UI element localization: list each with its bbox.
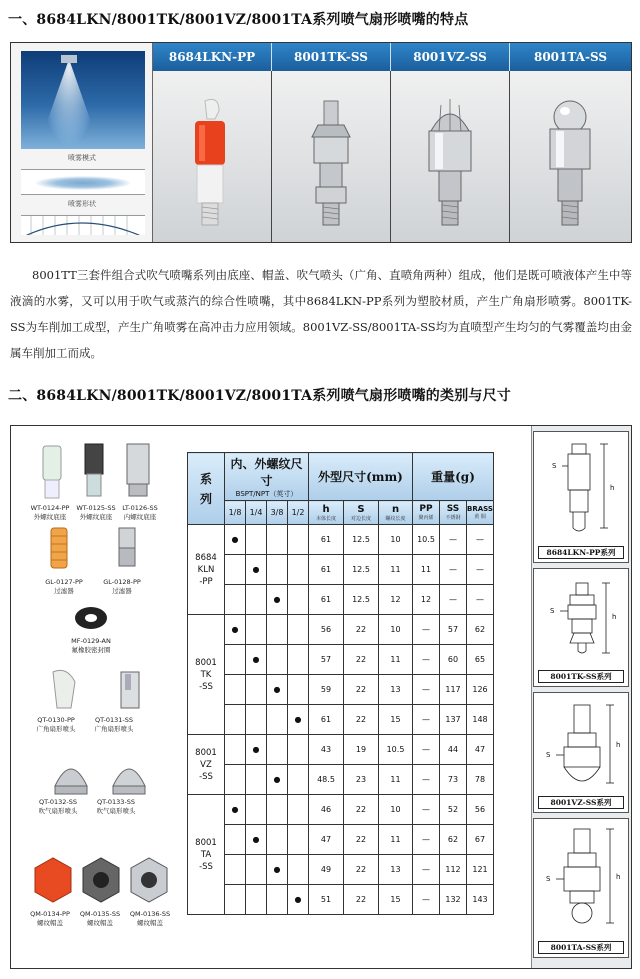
thread-cell: [288, 855, 309, 885]
accessory-label: QT-0130-PP 广角扇形喷头: [36, 716, 76, 733]
thread-cell: [225, 705, 246, 735]
dim-n-header: n 螺纹长度: [379, 501, 413, 525]
thread-size-header: 1/8: [225, 501, 246, 525]
thread-cell: [267, 555, 288, 585]
thread-cell: ●: [267, 855, 288, 885]
thread-cell: [225, 765, 246, 795]
value-cell-pp: —: [413, 765, 440, 795]
value-cell-pp: —: [413, 705, 440, 735]
value-cell-s: 22: [344, 615, 379, 645]
spec-row: [188, 795, 494, 825]
thread-cell: [225, 675, 246, 705]
value-cell-pp: —: [413, 795, 440, 825]
thread-cell: ●: [246, 555, 267, 585]
dim-h-label: h: [616, 873, 621, 881]
accessory-label: WT-0124-PP 外螺纹底座: [30, 504, 70, 521]
thread-cell: [225, 735, 246, 765]
value-cell-pp: —: [413, 885, 440, 915]
section-1-heading: 一、8684LKN/8001TK/8001VZ/8001TA系列喷气扇形喷嘴的特点: [8, 12, 469, 28]
value-cell-n: 10: [379, 795, 413, 825]
thread-cell: [267, 735, 288, 765]
thread-cell: [288, 765, 309, 795]
accessory-label: QM-0134-PP 螺纹帽盖: [30, 910, 70, 927]
thread-cell: ●: [225, 525, 246, 555]
air-fan-tip-parts-image: [33, 756, 163, 796]
thread-cell: [267, 645, 288, 675]
value-cell-s: 12.5: [344, 585, 379, 615]
product-photo-8001ta-ss: [510, 71, 631, 242]
value-cell-h: 46: [309, 795, 344, 825]
thread-cell: [246, 675, 267, 705]
thread-cell: [225, 645, 246, 675]
specs-panel: [10, 425, 632, 969]
weight-brass-header: BRASS 黄 铜: [467, 501, 494, 525]
value-cell-h: 61: [309, 585, 344, 615]
value-cell-h: 47: [309, 825, 344, 855]
spec-row: [188, 705, 494, 735]
spray-pattern-column: [11, 43, 153, 242]
value-cell-brass: —: [467, 555, 494, 585]
nozzle-dimension-drawing-icon: [534, 819, 630, 939]
steel-fan-nozzle-icon: [272, 71, 391, 242]
product-header-8001ta-ss: 8001TA-SS: [510, 43, 631, 71]
spec-row: [188, 615, 494, 645]
thread-header: 内、外螺纹尺寸 BSPT/NPT（英寸）: [225, 453, 309, 501]
accessory-label: QT-0131-SS 广角扇形喷头: [94, 716, 134, 733]
spec-row: [188, 735, 494, 765]
value-cell-n: 15: [379, 705, 413, 735]
accessory-label: WT-0125-SS 外螺纹底座: [76, 504, 116, 521]
dim-h-label: h: [610, 484, 615, 492]
value-cell-h: 51: [309, 885, 344, 915]
nozzle-dimension-drawing-icon: [534, 432, 630, 544]
accessory-label: GL-0128-PP 过滤器: [103, 578, 141, 595]
thread-cell: [246, 855, 267, 885]
value-cell-ss: 137: [440, 705, 467, 735]
value-cell-ss: —: [440, 555, 467, 585]
thread-cell: ●: [246, 825, 267, 855]
intro-paragraph: 8001TT三套件组合式吹气喷嘴系列由底座、帽盖、吹气喷头（广角、直喷角两种）组成，他们是既可喷液体产生中等液滴的水雾，又可以用于吹气或蒸汽的综合性喷嘴，其中8684LKN-PP系列为塑胶材质，产生广角扇形喷雾。8001TK-SS为车削加工成型，产生广角喷雾在高冲击力应用领域。8001VZ-SS/8001TA-SS均为直喷型产生均匀的气雾覆盖均由金属车削加工而成。: [10, 268, 632, 360]
dims-header: 外型尺寸(mm): [309, 453, 413, 501]
dim-s-label: S: [550, 607, 555, 615]
accessory-label: QT-0132-SS 吹气扇形喷头: [38, 798, 78, 815]
value-cell-h: 59: [309, 675, 344, 705]
product-photo-8001vz-ss: [391, 71, 510, 242]
value-cell-ss: 62: [440, 825, 467, 855]
product-photo-8684lkn-pp: [153, 71, 272, 242]
value-cell-brass: 126: [467, 675, 494, 705]
steel-ball-nozzle-icon: [510, 71, 631, 242]
filter-parts-image: [33, 524, 163, 572]
product-header-8684lkn-pp: 8684LKN-PP: [153, 43, 272, 71]
dim-s-header: S 对边长度: [344, 501, 379, 525]
nozzle-dimension-drawing-icon: [534, 569, 630, 669]
value-cell-brass: 47: [467, 735, 494, 765]
nozzle-dimension-drawing-icon: [534, 693, 630, 795]
spray-shape-image: [21, 169, 145, 195]
thread-cell: ●: [246, 735, 267, 765]
value-cell-s: 22: [344, 855, 379, 885]
value-cell-h: 61: [309, 705, 344, 735]
value-cell-n: 11: [379, 555, 413, 585]
section-2-heading: 二、8684LKN/8001TK/8001VZ/8001TA系列喷气扇形喷嘴的类别与尺寸: [8, 388, 511, 404]
product-header-8001vz-ss: 8001VZ-SS: [391, 43, 510, 71]
thread-cell: [246, 885, 267, 915]
orange-plastic-fan-nozzle-icon: [153, 71, 272, 242]
value-cell-s: 22: [344, 825, 379, 855]
thread-cell: [288, 735, 309, 765]
dim-h-label: h: [612, 613, 617, 621]
thread-cell: [288, 675, 309, 705]
diagram-label: 8684LKN-PP系列: [538, 546, 624, 559]
accessory-label: GL-0127-PP 过滤器: [45, 578, 83, 595]
spec-row: [188, 585, 494, 615]
weight-pp-header: PP 聚丙烯: [413, 501, 440, 525]
value-cell-brass: —: [467, 585, 494, 615]
thread-cell: [246, 765, 267, 795]
fan-spray-tip-parts-image: [33, 664, 163, 714]
product-photo-8001tk-ss: [272, 71, 391, 242]
value-cell-brass: 78: [467, 765, 494, 795]
value-cell-s: 22: [344, 705, 379, 735]
value-cell-n: 11: [379, 825, 413, 855]
thread-cell: ●: [267, 675, 288, 705]
value-cell-h: 49: [309, 855, 344, 885]
value-cell-n: 13: [379, 675, 413, 705]
series-cell: 8684 KLN -PP: [188, 525, 225, 615]
value-cell-h: 57: [309, 645, 344, 675]
dim-h-label: h: [616, 741, 621, 749]
value-cell-pp: 10.5: [413, 525, 440, 555]
diagram-label: 8001VZ-SS系列: [538, 796, 624, 809]
thread-cell: [267, 615, 288, 645]
value-cell-ss: 44: [440, 735, 467, 765]
thread-cell: ●: [225, 615, 246, 645]
thread-cell: ●: [288, 705, 309, 735]
value-cell-n: 13: [379, 855, 413, 885]
value-cell-h: 56: [309, 615, 344, 645]
value-cell-n: 15: [379, 885, 413, 915]
thread-cell: [288, 585, 309, 615]
thread-cell: [288, 825, 309, 855]
product-header-8001tk-ss: 8001TK-SS: [272, 43, 391, 71]
thread-cell: [225, 855, 246, 885]
thread-size-header: 1/4: [246, 501, 267, 525]
value-cell-n: 11: [379, 765, 413, 795]
thread-cell: [246, 795, 267, 825]
thread-cell: ●: [225, 795, 246, 825]
value-cell-pp: 11: [413, 555, 440, 585]
spec-row: [188, 855, 494, 885]
value-cell-s: 22: [344, 795, 379, 825]
value-cell-n: 11: [379, 645, 413, 675]
series-cell: 8001 VZ -SS: [188, 735, 225, 795]
value-cell-pp: —: [413, 735, 440, 765]
features-panel: [10, 42, 632, 243]
value-cell-brass: 65: [467, 645, 494, 675]
value-cell-ss: 52: [440, 795, 467, 825]
value-cell-ss: —: [440, 585, 467, 615]
dim-s-label: S: [552, 462, 557, 470]
spec-row: [188, 765, 494, 795]
flow-distribution-image: [21, 215, 145, 235]
value-cell-s: 23: [344, 765, 379, 795]
value-cell-ss: 112: [440, 855, 467, 885]
spec-row: [188, 885, 494, 915]
value-cell-brass: —: [467, 525, 494, 555]
value-cell-ss: 57: [440, 615, 467, 645]
spec-table: [187, 452, 494, 915]
value-cell-ss: —: [440, 525, 467, 555]
value-cell-n: 10: [379, 525, 413, 555]
value-cell-ss: 132: [440, 885, 467, 915]
value-cell-pp: —: [413, 675, 440, 705]
seal-ring-image: [71, 604, 111, 632]
diagram-8684lkn-pp: [533, 431, 629, 563]
diagram-label: 8001TA-SS系列: [538, 941, 624, 954]
thread-cell: ●: [267, 765, 288, 795]
value-cell-h: 43: [309, 735, 344, 765]
accessory-label: QT-0133-SS 吹气扇形喷头: [96, 798, 136, 815]
thread-cell: [225, 825, 246, 855]
diagram-8001vz-ss: [533, 692, 629, 813]
diagram-label: 8001TK-SS系列: [538, 670, 624, 683]
thread-cell: [288, 555, 309, 585]
accessory-label: LT-0126-SS 内螺纹底座: [122, 504, 158, 521]
accessory-label: MF-0129-AN 氟橡胶密封圈: [71, 637, 111, 654]
series-cell: 8001 TK -SS: [188, 615, 225, 735]
thread-cell: [246, 705, 267, 735]
value-cell-ss: 117: [440, 675, 467, 705]
value-cell-s: 12.5: [344, 525, 379, 555]
value-cell-s: 22: [344, 645, 379, 675]
thread-cell: [246, 585, 267, 615]
series-cell: 8001 TA -SS: [188, 795, 225, 915]
accessory-label: QM-0136-SS 螺纹帽盖: [129, 910, 171, 927]
thread-cell: ●: [267, 585, 288, 615]
thread-cell: [288, 795, 309, 825]
thread-cell: [288, 615, 309, 645]
thread-size-header: 1/2: [288, 501, 309, 525]
thread-cell: [225, 885, 246, 915]
value-cell-brass: 67: [467, 825, 494, 855]
spray-shape-caption: 喷雾形状: [68, 200, 96, 208]
value-cell-s: 22: [344, 885, 379, 915]
thread-cell: [225, 585, 246, 615]
thread-size-header: 3/8: [267, 501, 288, 525]
spec-row: [188, 645, 494, 675]
steel-hex-nozzle-icon: [391, 71, 510, 242]
value-cell-pp: —: [413, 825, 440, 855]
spec-row: [188, 825, 494, 855]
value-cell-ss: 60: [440, 645, 467, 675]
thread-cell: [267, 525, 288, 555]
thread-cell: [288, 525, 309, 555]
thread-cell: [246, 525, 267, 555]
spray-mode-caption: 喷雾模式: [68, 154, 96, 162]
value-cell-pp: —: [413, 855, 440, 885]
value-cell-pp: —: [413, 615, 440, 645]
threaded-cap-parts-image: [25, 854, 175, 908]
spec-row: [188, 555, 494, 585]
diagram-8001tk-ss: [533, 568, 629, 687]
diagram-8001ta-ss: [533, 818, 629, 958]
value-cell-s: 22: [344, 675, 379, 705]
value-cell-n: 10: [379, 615, 413, 645]
series-header: 系 列: [188, 453, 225, 525]
accessory-label: QM-0135-SS 螺纹帽盖: [79, 910, 121, 927]
thread-cell: [288, 645, 309, 675]
value-cell-h: 61: [309, 525, 344, 555]
thread-cell: [246, 615, 267, 645]
weight-header: 重量(g): [413, 453, 494, 501]
value-cell-h: 61: [309, 555, 344, 585]
value-cell-brass: 121: [467, 855, 494, 885]
thread-cell: [267, 795, 288, 825]
spec-row: [188, 675, 494, 705]
dim-s-label: S: [546, 875, 551, 883]
thread-cell: [267, 705, 288, 735]
value-cell-pp: 12: [413, 585, 440, 615]
value-cell-brass: 56: [467, 795, 494, 825]
spec-row: [188, 525, 494, 555]
thread-cell: [267, 825, 288, 855]
weight-ss-header: SS 不锈钢: [440, 501, 467, 525]
dim-s-label: S: [546, 751, 551, 759]
spray-mode-image: [21, 51, 145, 149]
dim-h-header: h 本体长度: [309, 501, 344, 525]
value-cell-pp: —: [413, 645, 440, 675]
value-cell-n: 12: [379, 585, 413, 615]
thread-cell: [225, 555, 246, 585]
nozzle-base-parts-image: [33, 440, 163, 502]
spec-table-body: [188, 525, 494, 915]
value-cell-brass: 62: [467, 615, 494, 645]
value-cell-h: 48.5: [309, 765, 344, 795]
thread-cell: ●: [246, 645, 267, 675]
value-cell-brass: 143: [467, 885, 494, 915]
thread-cell: ●: [288, 885, 309, 915]
value-cell-n: 10.5: [379, 735, 413, 765]
value-cell-s: 12.5: [344, 555, 379, 585]
value-cell-s: 19: [344, 735, 379, 765]
value-cell-brass: 148: [467, 705, 494, 735]
value-cell-ss: 73: [440, 765, 467, 795]
thread-cell: [267, 885, 288, 915]
